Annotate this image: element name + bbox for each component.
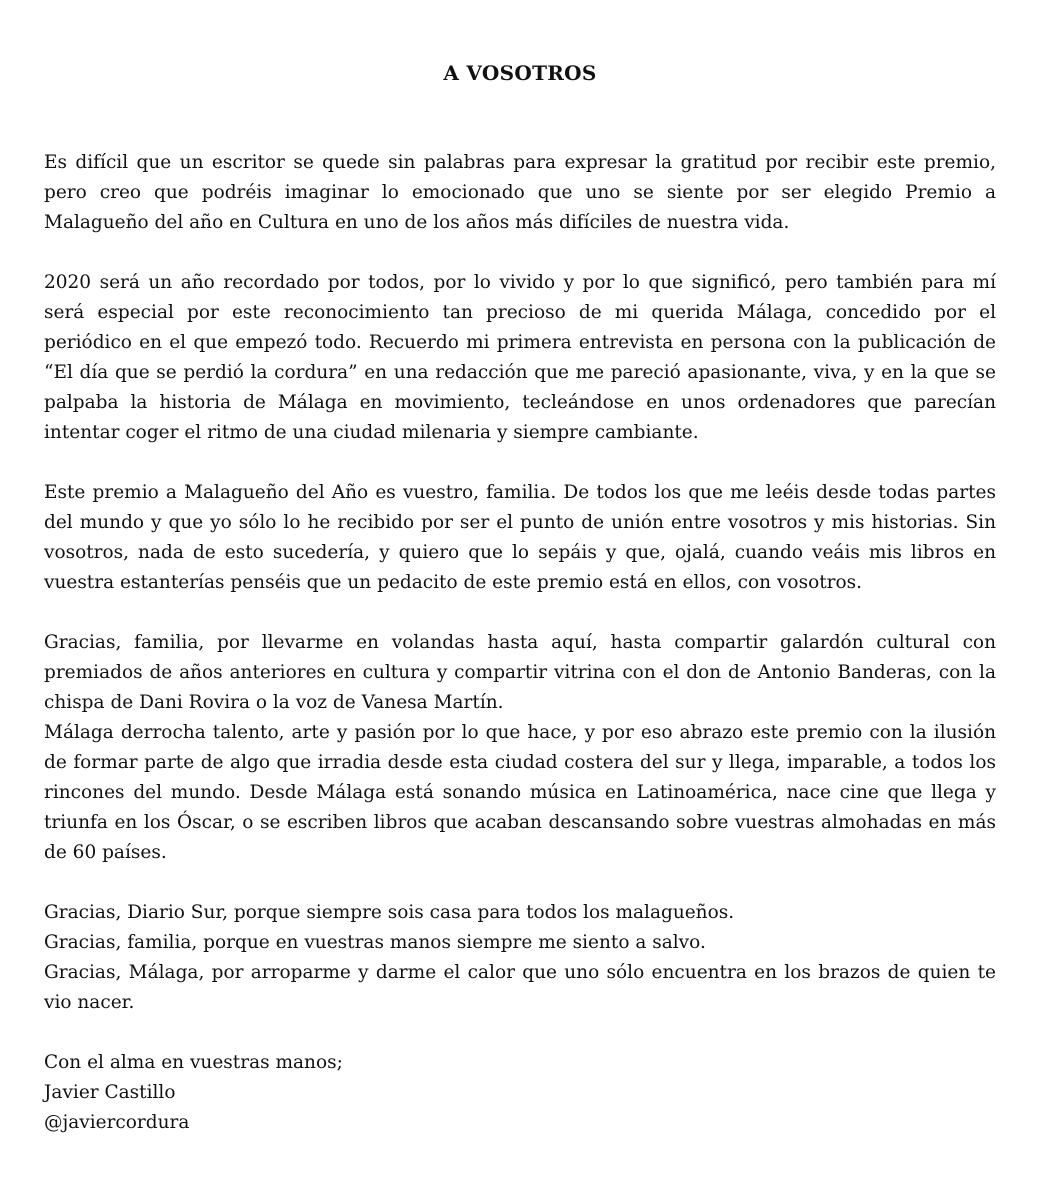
letter-body bbox=[44, 148, 996, 1138]
text-line: Gracias, familia, porque en vuestras manos siempre me siento a salvo. bbox=[44, 932, 706, 953]
text-line: Es difícil que un escritor se quede sin palabras para expresar la gratitud por recibir este premio, bbox=[44, 152, 996, 173]
paragraph bbox=[44, 898, 996, 1018]
text-line: rincones del mundo. Desde Málaga está sonando música en Latinoamérica, nace cine que llega y bbox=[44, 782, 996, 803]
text-line: Malagueño del año en Cultura en uno de los años más difíciles de nuestra vida. bbox=[44, 212, 790, 233]
text-line: triunfa en los Óscar, o se escriben libros que acaban descansando sobre vuestras almohadas en más bbox=[44, 812, 996, 833]
paragraph bbox=[44, 148, 996, 238]
text-line: palpaba la historia de Málaga en movimiento, tecleándose en unos ordenadores que parecían bbox=[44, 392, 996, 413]
text-line: periódico en el que empezó todo. Recuerdo mi primera entrevista en persona con la publicación de bbox=[44, 332, 996, 353]
text-line: vuestra estanterías penséis que un pedacito de este premio está en ellos, con vosotros. bbox=[44, 572, 862, 593]
text-line: 2020 será un año recordado por todos, por lo vivido y por lo que significó, pero también para mí bbox=[44, 272, 996, 293]
text-line: chispa de Dani Rovira o la voz de Vanesa Martín. bbox=[44, 692, 504, 713]
paragraph bbox=[44, 1048, 996, 1138]
text-line: Gracias, familia, por llevarme en volandas hasta aquí, hasta compartir galardón cultural con bbox=[44, 632, 996, 653]
text-line: vio nacer. bbox=[44, 992, 135, 1013]
text-line: Málaga derrocha talento, arte y pasión por lo que hace, y por eso abrazo este premio con la ilusión bbox=[44, 722, 996, 743]
text-line: @javiercordura bbox=[44, 1112, 190, 1133]
text-line: de formar parte de algo que irradia desde esta ciudad costera del sur y llega, imparable, a todos los bbox=[44, 752, 996, 773]
text-line: “El día que se perdió la cordura” en una redacción que me pareció apasionante, viva, y en la que se bbox=[44, 362, 996, 383]
text-line: pero creo que podréis imaginar lo emocionado que uno se siente por ser elegido Premio a bbox=[44, 182, 996, 203]
text-line: intentar coger el ritmo de una ciudad milenaria y siempre cambiante. bbox=[44, 422, 699, 443]
letter-page bbox=[44, 58, 996, 1168]
paragraph bbox=[44, 478, 996, 598]
text-line: del mundo y que yo sólo lo he recibido por ser el punto de unión entre vosotros y mis historias. Sin bbox=[44, 512, 996, 533]
text-line: vosotros, nada de esto sucedería, y quiero que lo sepáis y que, ojalá, cuando veáis mis libros en bbox=[44, 542, 996, 563]
text-line: premiados de años anteriores en cultura y compartir vitrina con el don de Antonio Banderas, con la bbox=[44, 662, 996, 683]
text-line: Este premio a Malagueño del Año es vuestro, familia. De todos los que me leéis desde todas partes bbox=[44, 482, 996, 503]
letter-title: A VOSOTROS bbox=[443, 61, 597, 85]
text-line: Javier Castillo bbox=[44, 1082, 176, 1103]
paragraph bbox=[44, 268, 996, 448]
text-line: será especial por este reconocimiento tan precioso de mi querida Málaga, concedido por el bbox=[44, 302, 996, 323]
text-line: Gracias, Málaga, por arroparme y darme el calor que uno sólo encuentra en los brazos de quien te bbox=[44, 962, 996, 983]
text-line: de 60 países. bbox=[44, 842, 167, 863]
text-line: Con el alma en vuestras manos; bbox=[44, 1052, 343, 1073]
text-line: Gracias, Diario Sur, porque siempre sois casa para todos los malagueños. bbox=[44, 902, 735, 923]
paragraph bbox=[44, 628, 996, 868]
